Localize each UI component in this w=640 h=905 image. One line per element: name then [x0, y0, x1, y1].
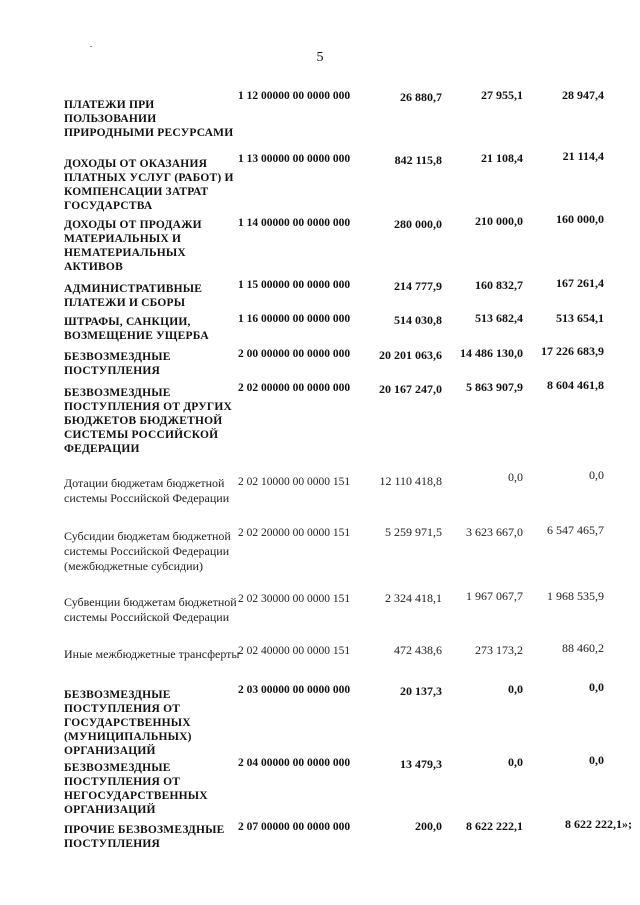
- row-code: 1 16 00000 00 0000 000: [238, 313, 351, 325]
- row-value-3: 1 968 535,9: [547, 589, 604, 603]
- row-name: БЕЗВОЗМЕЗДНЫЕ ПОСТУПЛЕНИЯ ОТ ГОСУДАРСТВЕННЫХ (МУНИЦИПАЛЬНЫХ) ОРГАНИЗАЦИЙ: [64, 689, 192, 757]
- row-code: 2 02 30000 00 0000 151: [238, 593, 351, 605]
- scan-mark: [90, 46, 92, 47]
- row-code: 2 04 00000 00 0000 000: [238, 757, 351, 769]
- row-value-2: 5 863 907,9: [466, 380, 523, 394]
- row-value-1: 13 479,3: [400, 757, 442, 771]
- row-value-2: 3 623 667,0: [466, 525, 523, 539]
- row-name: ДОХОДЫ ОТ ОКАЗАНИЯ ПЛАТНЫХ УСЛУГ (РАБОТ) И КОМПЕНСАЦИИ ЗАТРАТ ГОСУДАРСТВА: [64, 158, 234, 212]
- row-value-2: 0,0: [508, 682, 523, 696]
- row-value-3: 167 261,4: [556, 276, 604, 290]
- row-code: 1 14 00000 00 0000 000: [238, 217, 351, 229]
- row-value-2: 1 967 067,7: [466, 589, 523, 603]
- row-name: ПРОЧИЕ БЕЗВОЗМЕЗДНЫЕ ПОСТУПЛЕНИЯ: [64, 824, 225, 850]
- row-value-3: 21 114,4: [562, 149, 604, 163]
- row-name: Субвенции бюджетам бюджетной системы Российской Федерации: [64, 595, 237, 624]
- row-value-1: 200,0: [415, 819, 442, 833]
- row-name: БЕЗВОЗМЕЗДНЫЕ ПОСТУПЛЕНИЯ ОТ ДРУГИХ БЮДЖЕТОВ БЮДЖЕТНОЙ СИСТЕМЫ РОССИЙСКОЙ ФЕДЕРАЦИИ: [64, 387, 233, 455]
- row-name: ПЛАТЕЖИ ПРИ ПОЛЬЗОВАНИИ ПРИРОДНЫМИ РЕСУРСАМИ: [64, 99, 234, 139]
- row-value-1: 514 030,8: [394, 313, 442, 327]
- row-value-1: 20 167 247,0: [379, 382, 442, 396]
- row-value-1: 20 137,3: [400, 684, 442, 698]
- row-value-3: 160 000,0: [556, 212, 604, 226]
- page-number: 5: [316, 50, 324, 65]
- row-value-2: 0,0: [508, 755, 523, 769]
- row-value-3: 6 547 465,7: [547, 523, 604, 537]
- row-value-3: 0,0: [589, 468, 604, 482]
- row-value-3: 8 622 222,1»;: [565, 817, 632, 831]
- row-value-1: 20 201 063,6: [379, 348, 442, 362]
- row-code: 2 03 00000 00 0000 000: [238, 684, 351, 696]
- row-value-3: 28 947,4: [562, 88, 604, 102]
- row-value-2: 273 173,2: [475, 643, 523, 657]
- row-value-1: 280 000,0: [394, 217, 442, 231]
- row-name: АДМИНИСТРАТИВНЫЕ ПЛАТЕЖИ И СБОРЫ: [64, 283, 203, 309]
- row-name: Иные межбюджетные трансферты: [64, 647, 240, 661]
- row-value-3: 513 654,1: [556, 311, 604, 325]
- row-value-2: 27 955,1: [481, 88, 523, 102]
- row-code: 2 00 00000 00 0000 000: [238, 348, 351, 360]
- row-code: 1 12 00000 00 0000 000: [238, 90, 351, 102]
- row-code: 2 02 40000 00 0000 151: [238, 645, 351, 657]
- row-value-2: 0,0: [508, 470, 523, 484]
- row-value-2: 8 622 222,1: [466, 819, 523, 833]
- row-name: БЕЗВОЗМЕЗДНЫЕ ПОСТУПЛЕНИЯ: [64, 351, 171, 377]
- row-value-1: 5 259 971,5: [385, 525, 442, 539]
- row-code: 2 02 20000 00 0000 151: [238, 527, 351, 539]
- row-code: 2 02 00000 00 0000 000: [238, 382, 351, 394]
- row-name: ШТРАФЫ, САНКЦИИ, ВОЗМЕЩЕНИЕ УЩЕРБА: [64, 316, 209, 342]
- row-value-3: 8 604 461,8: [547, 378, 604, 392]
- row-value-2: 513 682,4: [475, 311, 523, 325]
- row-value-2: 14 486 130,0: [460, 346, 523, 360]
- row-value-1: 2 324 418,1: [385, 591, 442, 605]
- row-code: 1 15 00000 00 0000 000: [238, 279, 351, 291]
- row-value-2: 21 108,4: [481, 151, 523, 165]
- row-value-2: 160 832,7: [475, 278, 523, 292]
- row-value-1: 842 115,8: [394, 153, 442, 167]
- row-code: 2 02 10000 00 0000 151: [238, 476, 351, 488]
- row-value-3: 0,0: [589, 753, 604, 767]
- row-name: Субсидии бюджетам бюджетной системы Российской Федерации (межбюджетные субсидии): [64, 529, 231, 573]
- row-value-1: 26 880,7: [400, 90, 442, 104]
- row-value-1: 12 110 418,8: [379, 474, 442, 488]
- row-value-3: 0,0: [589, 680, 604, 694]
- row-name: Дотации бюджетам бюджетной системы Российской Федерации: [64, 476, 230, 505]
- row-value-3: 17 226 683,9: [541, 344, 604, 358]
- row-value-1: 214 777,9: [394, 279, 442, 293]
- row-name: ДОХОДЫ ОТ ПРОДАЖИ МАТЕРИАЛЬНЫХ И НЕМАТЕРИАЛЬНЫХ АКТИВОВ: [64, 219, 202, 273]
- row-code: 1 13 00000 00 0000 000: [238, 153, 351, 165]
- row-value-3: 88 460,2: [562, 641, 604, 655]
- row-value-2: 210 000,0: [475, 214, 523, 228]
- row-name: БЕЗВОЗМЕЗДНЫЕ ПОСТУПЛЕНИЯ ОТ НЕГОСУДАРСТВЕННЫХ ОРГАНИЗАЦИЙ: [64, 762, 208, 816]
- row-value-1: 472 438,6: [394, 643, 442, 657]
- row-code: 2 07 00000 00 0000 000: [238, 821, 351, 833]
